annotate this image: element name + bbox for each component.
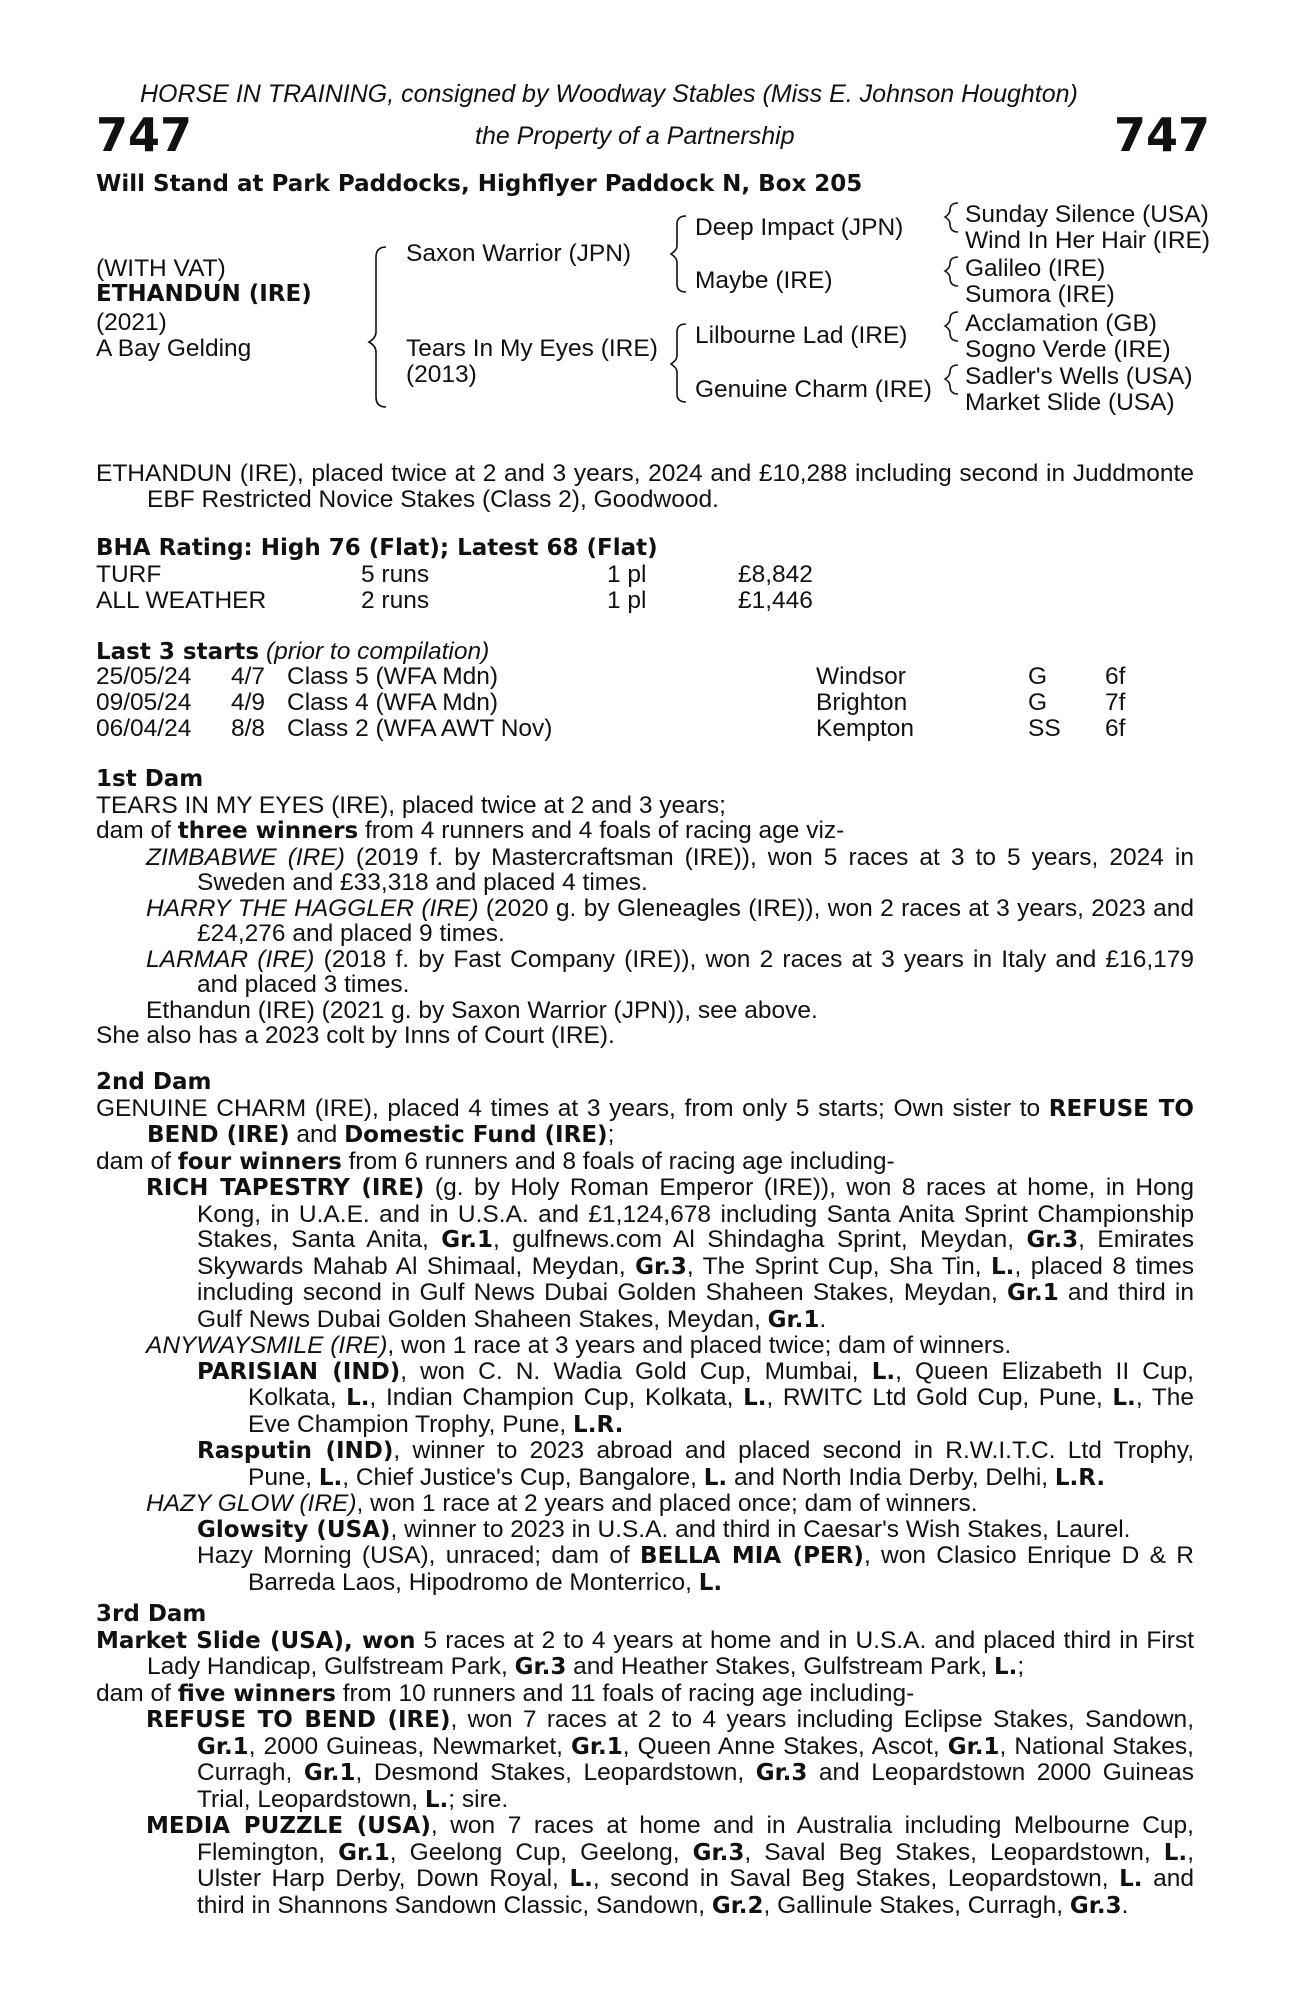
start-race: Class 2 (WFA AWT Nov) [287, 715, 553, 742]
second-dam-section [96, 1070, 1194, 1596]
gg-3: Galileo (IRE) [965, 255, 1106, 282]
start-course: Kempton [816, 715, 915, 742]
rating-row-turf [96, 562, 1194, 588]
first-dam-line: TEARS IN MY EYES (IRE), placed twice at 2 and 3 years; [96, 791, 726, 819]
start-row [96, 690, 1194, 716]
rating-surface: ALL WEATHER [96, 587, 267, 614]
start-race: Class 4 (WFA Mdn) [287, 689, 499, 716]
sire-sire-name: Deep Impact (JPN) [695, 214, 904, 241]
lot-number-left: 747 [96, 108, 193, 162]
produce-anywaysmile: ANYWAYSMILE (IRE), won 1 race at 3 years and placed twice; dam of winners. [146, 1332, 1012, 1359]
property-line: the Property of a Partnership [475, 122, 795, 150]
second-dam-produce-line: dam of four winners from 6 runners and 8 foals of racing age including- [96, 1147, 895, 1175]
produce-ethandun: Ethandun (IRE) (2021 g. by Saxon Warrior (JPN)), see above. [146, 996, 818, 1024]
dam-sire-name: Lilbourne Lad (IRE) [695, 322, 908, 349]
start-row [96, 716, 1194, 742]
gg-4: Sumora (IRE) [965, 281, 1115, 308]
rating-placed: 1 pl [607, 587, 647, 614]
start-date: 06/04/24 [96, 715, 192, 742]
produce-harry: HARRY THE HAGGLER (IRE) (2020 g. by Gleneagles (IRE)), won 2 races at 3 years, 2023 and £24,276 and placed 9 times. [146, 894, 1194, 947]
location-line: Will Stand at Park Paddocks, Highflyer Paddock N, Box 205 [96, 171, 863, 197]
starts-note: (prior to compilation) [265, 638, 490, 665]
start-row [96, 664, 1194, 690]
gg-6: Sogno Verde (IRE) [965, 336, 1171, 363]
rating-row-aw [96, 588, 1194, 614]
first-dam-produce-line: dam of three winners from 4 runners and 4 foals of racing age viz- [96, 817, 845, 844]
gg-2: Wind In Her Hair (IRE) [965, 227, 1211, 254]
summary-text: , placed twice at 2 and 3 years, 2024 and £10,288 including second in Juddmonte EBF Restricted Novice Stakes (Class 2), Goodwood. [147, 460, 1194, 513]
third-dam-heading: 3rd Dam [96, 1601, 207, 1627]
starts-heading [96, 639, 489, 666]
produce-glowsity: Glowsity (USA), winner to 2023 in U.S.A. and third in Caesar's Wish Stakes, Laurel. [197, 1515, 1131, 1543]
consignment-line: HORSE IN TRAINING, consigned by Woodway Stables (Miss E. Johnson Houghton) [140, 80, 1078, 108]
dam-year: (2013) [406, 361, 477, 388]
vat-note: (WITH VAT) [96, 255, 226, 282]
start-date: 09/05/24 [96, 689, 192, 716]
summary-horse: ETHANDUN (IRE) [96, 460, 297, 487]
horse-year: (2021) [96, 309, 167, 336]
rating-placed: 1 pl [607, 561, 647, 588]
start-position: 4/7 [231, 663, 266, 690]
start-distance: 6f [1105, 715, 1126, 742]
bha-rating-heading: BHA Rating: High 76 (Flat); Latest 68 (Flat) [96, 535, 658, 561]
start-date: 25/05/24 [96, 663, 192, 690]
rating-surface: TURF [96, 561, 162, 588]
start-going: G [1028, 689, 1048, 716]
start-distance: 7f [1105, 689, 1126, 716]
starts-title: Last 3 starts [96, 639, 260, 665]
first-dam-section [96, 767, 1194, 1049]
rating-prize: £1,446 [738, 587, 813, 614]
second-dam-line: GENUINE CHARM (IRE), placed 4 times at 3 years, from only 5 starts; Own sister to REFUSE TO BEND (IRE) and Domestic Fund (IRE); [96, 1094, 1194, 1148]
produce-zimbabwe: ZIMBABWE (IRE) (2019 f. by Mastercraftsman (IRE)), won 5 races at 3 to 5 years, 2024 in Sweden and £33,318 and placed 4 times. [146, 843, 1195, 896]
summary-paragraph [96, 461, 1194, 512]
horse-name: ETHANDUN (IRE) [96, 281, 312, 307]
start-position: 8/8 [231, 715, 266, 742]
produce-rasputin: Rasputin (IND), winner to 2023 abroad and placed second in R.W.I.T.C. Ltd Trophy, Pune, L., Chief Justice's Cup, Bangalore, L. and North India Derby, Delhi, L.R. [197, 1437, 1194, 1491]
rating-prize: £8,842 [738, 561, 813, 588]
gg-8: Market Slide (USA) [965, 389, 1175, 416]
produce-refuse-to-bend: REFUSE TO BEND (IRE), won 7 races at 2 to 4 years including Eclipse Stakes, Sandown, Gr.1, 2000 Guineas, Newmarket, Gr.1, Queen Anne Stakes, Ascot, Gr.1, National Stakes, Curragh, Gr.1, Desmond Stakes, Leopardstown, Gr.3 and Leopardstown 2000 Guineas Trial, Leopardstown, L.; sire. [146, 1706, 1194, 1813]
start-going: G [1028, 663, 1048, 690]
rating-runs: 5 runs [361, 561, 430, 588]
sire-name: Saxon Warrior (JPN) [406, 240, 632, 267]
gg-7: Sadler's Wells (USA) [965, 363, 1193, 390]
third-dam-line: Market Slide (USA), won 5 races at 2 to 4 years at home and in U.S.A. and placed third in First Lady Handicap, Gulfstream Park, Gr.3 and Heather Stakes, Gulfstream Park, L.; [96, 1626, 1195, 1680]
third-dam-section [96, 1602, 1194, 1919]
lot-number-right: 747 [1114, 108, 1211, 162]
first-dam-heading: 1st Dam [96, 766, 204, 792]
third-dam-produce-line: dam of five winners from 10 runners and 11 foals of racing age including- [96, 1679, 915, 1707]
second-dam-heading: 2nd Dam [96, 1069, 212, 1095]
horse-description: A Bay Gelding [96, 335, 252, 362]
start-going: SS [1028, 715, 1061, 742]
rating-runs: 2 runs [361, 587, 430, 614]
produce-larmar: LARMAR (IRE) (2018 f. by Fast Company (IRE)), won 2 races at 3 years in Italy and £16,179 and placed 3 times. [146, 945, 1195, 998]
start-race: Class 5 (WFA Mdn) [287, 663, 499, 690]
dam-dam-name: Genuine Charm (IRE) [695, 376, 932, 403]
produce-rich-tapestry: RICH TAPESTRY (IRE) (g. by Holy Roman Emperor (IRE)), won 8 races at home, in Hong Kong, in U.A.E. and in U.S.A. and £1,124,678 including Santa Anita Sprint Championship Stakes, Santa Anita, Gr.1, gulfnews.com Al Shindagha Sprint, Meydan, Gr.3, Emirates Skywards Mahab Al Shimaal, Meydan, Gr.3, The Sprint Cup, Sha Tin, L., placed 8 times including second in Gulf News Dubai Golden Shaheen Stakes, Meydan, Gr.1 and third in Gulf News Dubai Golden Shaheen Stakes, Meydan, Gr.1. [146, 1174, 1195, 1333]
produce-hazy-glow: HAZY GLOW (IRE), won 1 race at 2 years and placed once; dam of winners. [146, 1490, 978, 1517]
start-position: 4/9 [231, 689, 266, 716]
produce-colt-note: She also has a 2023 colt by Inns of Court (IRE). [96, 1022, 615, 1049]
produce-hazy-morning: Hazy Morning (USA), unraced; dam of BELLA MIA (PER), won Clasico Enrique D & R Barreda Laos, Hipodromo de Monterrico, L. [197, 1542, 1194, 1596]
gg-1: Sunday Silence (USA) [965, 201, 1209, 228]
produce-media-puzzle: MEDIA PUZZLE (USA), won 7 races at home and in Australia including Melbourne Cup, Flemington, Gr.1, Geelong Cup, Geelong, Gr.3, Saval Beg Stakes, Leopardstown, L., Ulster Harp Derby, Down Royal, L., second in Saval Beg Stakes, Leopardstown, L. and third in Shannons Sandown Classic, Sandown, Gr.2, Gallinule Stakes, Curragh, Gr.3. [146, 1812, 1194, 1919]
start-distance: 6f [1105, 663, 1126, 690]
start-course: Brighton [816, 689, 908, 716]
dam-name: Tears In My Eyes (IRE) [406, 335, 658, 362]
start-course: Windsor [816, 663, 906, 690]
gg-5: Acclamation (GB) [965, 310, 1157, 337]
sire-dam-name: Maybe (IRE) [695, 267, 833, 294]
produce-parisian: PARISIAN (IND), won C. N. Wadia Gold Cup, Mumbai, L., Queen Elizabeth II Cup, Kolkata, L., Indian Champion Cup, Kolkata, L., RWITC Ltd Gold Cup, Pune, L., The Eve Champion Trophy, Pune, L.R. [197, 1357, 1195, 1438]
